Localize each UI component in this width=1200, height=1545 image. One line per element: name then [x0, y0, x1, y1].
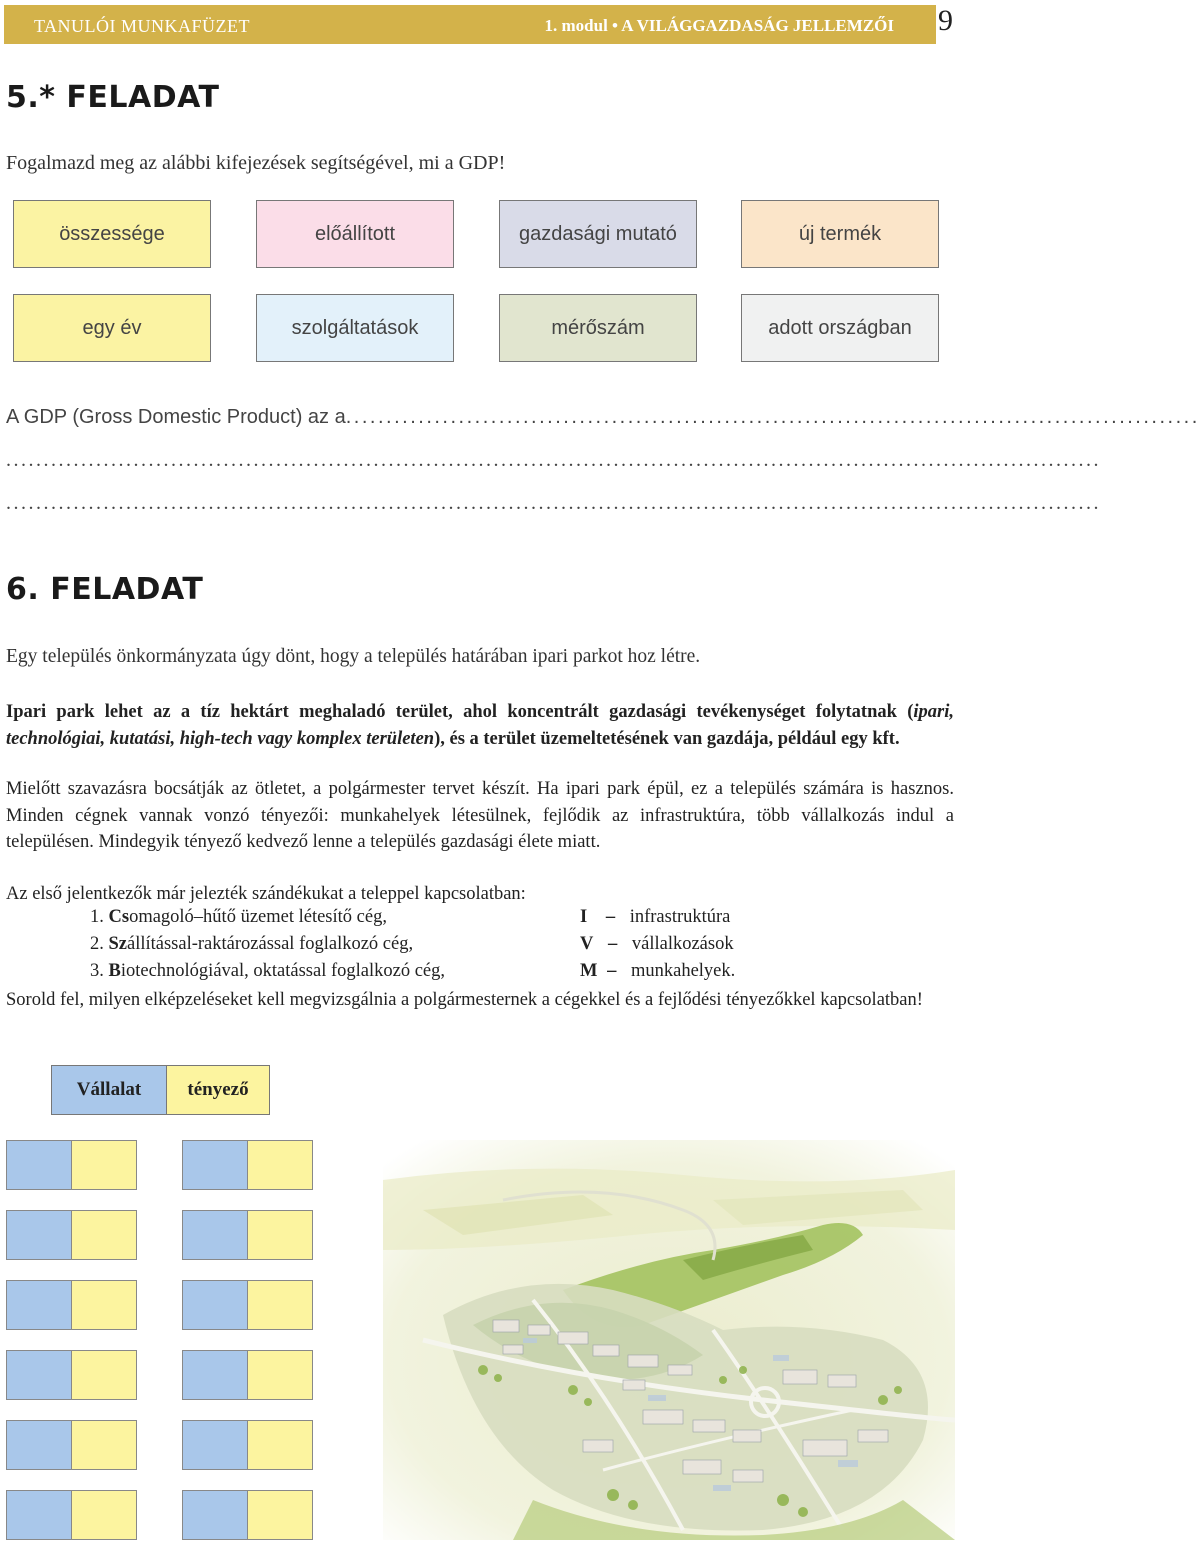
factor-cell[interactable] [247, 1490, 313, 1540]
factor-cell[interactable] [71, 1420, 137, 1470]
term-label: egy év [82, 316, 142, 339]
term-box [741, 200, 939, 268]
company-cell[interactable] [6, 1210, 72, 1260]
page-number: 9 [938, 4, 953, 37]
term-label: előállított [314, 222, 396, 245]
factor-code: I [580, 907, 588, 927]
legend-factor-label: tényező [187, 1079, 249, 1100]
company-cell[interactable] [182, 1210, 248, 1260]
legend-company-label: Vállalat [76, 1079, 142, 1100]
workbook-title: TANULÓI MUNKAFÜZET [34, 16, 251, 36]
company-cell[interactable] [6, 1490, 72, 1540]
answer-line-3[interactable]: .................................................................................................................................................. [6, 492, 1101, 514]
term-box [499, 294, 697, 362]
factor-code: V [580, 934, 594, 954]
factor-item [580, 934, 734, 955]
company-cell[interactable] [182, 1490, 248, 1540]
company-cell[interactable] [182, 1280, 248, 1330]
definition-italic: ipari, technológiai, kutatási, high-tech vagy komplex területen [6, 702, 954, 749]
page-header [4, 5, 936, 44]
factor-dash: – [605, 907, 616, 927]
term-label: adott országban [768, 316, 912, 339]
term-label: mérőszám [551, 316, 645, 339]
term-box [13, 294, 211, 362]
company-initial: B [108, 961, 121, 981]
module-title: 1. modul • A VILÁGGAZDASÁG JELLEMZŐI [544, 16, 894, 35]
company-cell[interactable] [182, 1350, 248, 1400]
term-box [256, 200, 454, 268]
factor-item [580, 961, 735, 982]
answer-prefix: A GDP (Gross Domestic Product) az a [6, 406, 346, 428]
company-description: iotechnológiával, oktatással foglalkozó cég, [120, 961, 446, 981]
term-label: szolgáltatások [291, 316, 419, 339]
task5-title: 5.* FELADAT [6, 80, 220, 115]
ipari-park-definition [6, 699, 954, 752]
company-item [90, 961, 445, 982]
factor-item [580, 907, 730, 928]
factor-cell[interactable] [71, 1350, 137, 1400]
factor-name: infrastruktúra [629, 907, 731, 927]
factor-code: M [580, 961, 598, 981]
company-cell[interactable] [6, 1280, 72, 1330]
company-cell[interactable] [6, 1140, 72, 1190]
company-description: állítással-raktározással foglalkozó cég, [127, 934, 414, 954]
term-box [256, 294, 454, 362]
factor-cell[interactable] [247, 1280, 313, 1330]
plan-paragraph: Mielőtt szavazásra bocsátják az ötletet, a polgármester tervet készít. Ha ipari park épül, ez a település számára is hasznos. Minden cégnek vannak vonzó tényezői: munkahelyek létesülnek, fejlődik az infrastruktúra, több vállalkozás indul a településen. Mindegyik tényező kedvező lenne a település gazdasági élete miatt. [6, 779, 954, 852]
term-box [741, 294, 939, 362]
company-item [90, 907, 387, 928]
term-label: új termék [798, 222, 882, 245]
task6-intro: Egy település önkormányzata úgy dönt, hogy a település határában ipari parkot hoz létre. [6, 646, 701, 667]
factor-cell[interactable] [247, 1350, 313, 1400]
factor-cell[interactable] [247, 1420, 313, 1470]
task6-title: 6. FELADAT [6, 572, 204, 607]
item-number: 1. [90, 907, 104, 927]
factor-dash: – [607, 961, 617, 981]
term-label: összessége [59, 222, 165, 245]
term-label: gazdasági mutató [519, 222, 677, 245]
item-number: 2. [90, 934, 104, 954]
legend-factor [166, 1065, 270, 1115]
company-description: omagoló–hűtő üzemet létesítő cég, [129, 907, 387, 927]
industrial-park-illustration [383, 1140, 955, 1540]
task5-instruction: Fogalmazd meg az alábbi kifejezések segítségével, mi a GDP! [6, 152, 506, 174]
item-number: 3. [90, 961, 104, 981]
definition-text: Ipari park lehet az a tíz hektárt meghaladó terület, ahol koncentrált gazdasági tevékenységet folytatnak ( [6, 702, 914, 722]
company-cell[interactable] [6, 1350, 72, 1400]
factor-cell[interactable] [71, 1210, 137, 1260]
answer-line-1[interactable]: A GDP (Gross Domestic Product) az a.......................................................................................................... [6, 406, 1200, 428]
term-box [499, 200, 697, 268]
factor-cell[interactable] [247, 1140, 313, 1190]
factor-cell[interactable] [71, 1280, 137, 1330]
company-cell[interactable] [182, 1420, 248, 1470]
factor-name: munkahelyek. [630, 961, 736, 981]
company-initial: Cs [108, 907, 130, 927]
factor-cell[interactable] [71, 1140, 137, 1190]
factor-dash: – [608, 934, 618, 954]
factor-cell[interactable] [71, 1490, 137, 1540]
applicants-intro: Az első jelentkezők már jelezték szándékukat a teleppel kapcsolatban: [6, 884, 526, 904]
factor-name: vállalkozások [631, 934, 734, 954]
term-box [13, 200, 211, 268]
answer-line-2[interactable]: .................................................................................................................................................. [6, 449, 1101, 471]
company-cell[interactable] [6, 1420, 72, 1470]
closing-question: Sorold fel, milyen elképzeléseket kell megvizsgálnia a polgármesternek a cégekkel és a fejlődési tényezőkkel kapcsolatban! [6, 990, 923, 1010]
company-initial: Sz [108, 934, 127, 954]
company-item [90, 934, 413, 955]
legend-company [51, 1065, 167, 1115]
definition-text: ), és a terület üzemeltetésének van gazdája, például egy kft. [434, 728, 900, 749]
factor-cell[interactable] [247, 1210, 313, 1260]
company-cell[interactable] [182, 1140, 248, 1190]
